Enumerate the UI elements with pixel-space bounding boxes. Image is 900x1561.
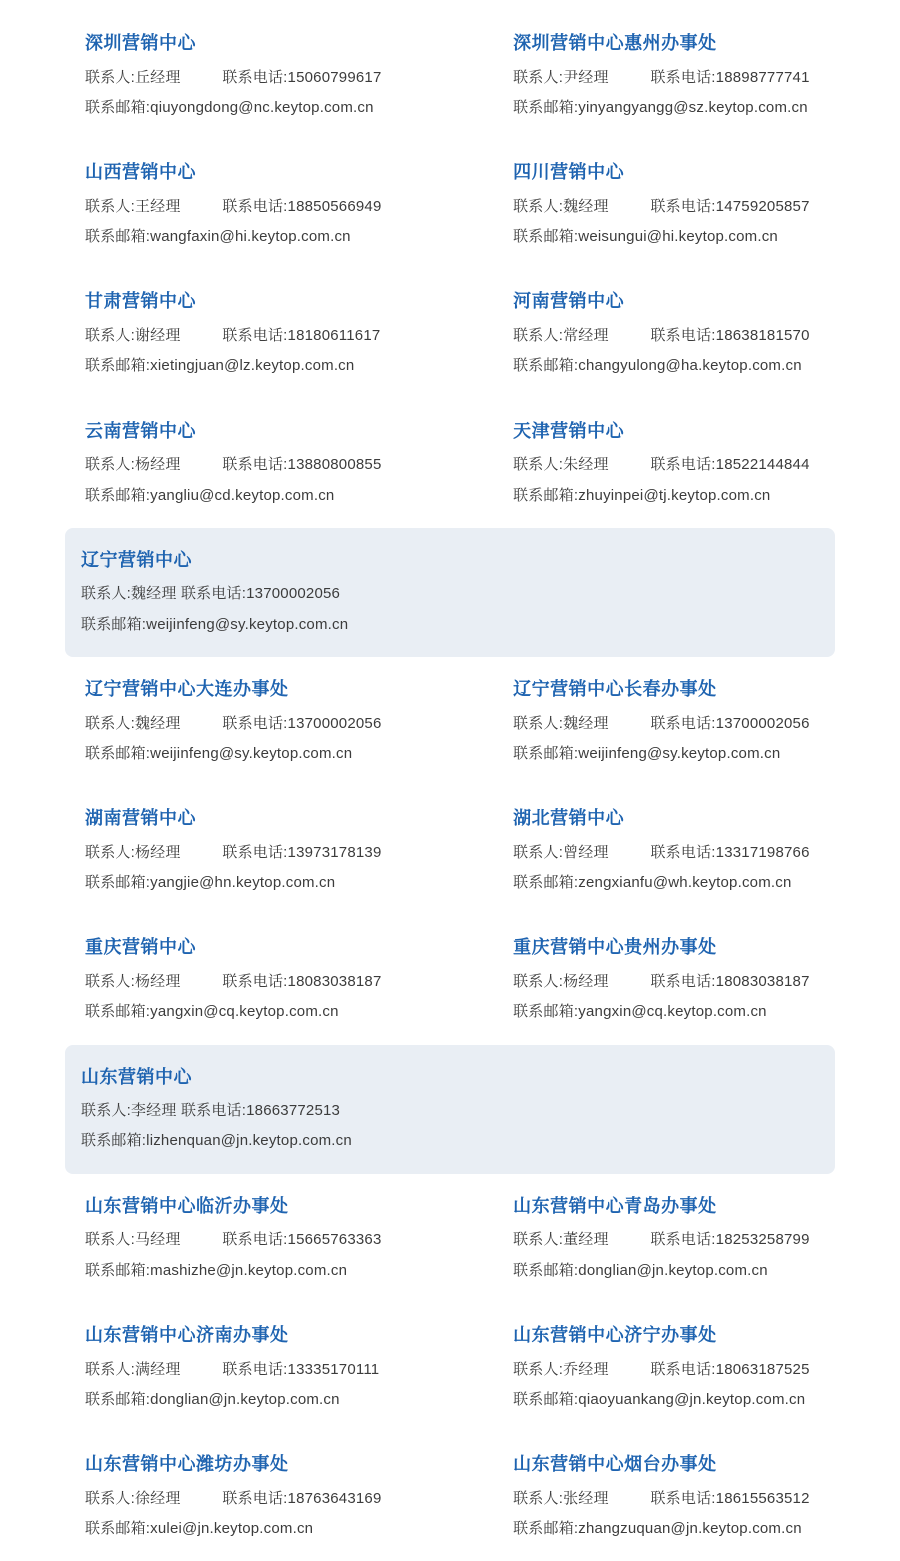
center-title: 湖南营销中心 [85, 808, 196, 829]
email-value: weijinfeng@sy.keytop.com.cn [578, 744, 781, 762]
email-line [81, 1132, 815, 1149]
email-line [85, 1003, 473, 1020]
email-label: 联系邮箱: [85, 874, 151, 892]
email-line [81, 616, 815, 633]
contact-row [65, 269, 835, 398]
email-line [513, 228, 815, 245]
contact-card-liaoning-changchun [493, 657, 835, 786]
person-value: 李经理 [130, 1102, 177, 1120]
person-label: 联系人: [81, 1102, 131, 1120]
contact-phone [650, 327, 809, 344]
contact-phone [222, 1361, 379, 1378]
email-value: yangxin@cq.keytop.com.cn [150, 1003, 339, 1021]
contact-line [513, 1490, 815, 1507]
email-line [85, 228, 473, 245]
contact-row [65, 786, 835, 915]
contact-person [513, 715, 646, 732]
contact-line [513, 198, 815, 215]
person-value: 杨经理 [563, 973, 609, 990]
email-label: 联系邮箱: [85, 1261, 151, 1279]
email-line [513, 745, 815, 762]
contact-person [513, 456, 646, 473]
email-line [513, 1003, 815, 1020]
contact-row [65, 1303, 835, 1432]
phone-value: 14759205857 [715, 197, 810, 215]
phone-label: 联系电话: [650, 714, 716, 732]
center-title: 山东营销中心济南办事处 [85, 1324, 289, 1345]
phone-value: 18180611617 [287, 327, 381, 345]
contact-phone [222, 198, 381, 215]
email-label: 联系邮箱: [85, 1520, 151, 1537]
contact-row [65, 11, 835, 140]
center-title: 山西营销中心 [85, 162, 196, 183]
person-label: 联系人: [85, 714, 135, 732]
person-label: 联系人: [85, 327, 135, 345]
contact-person [85, 198, 218, 215]
email-label: 联系邮箱: [85, 357, 151, 375]
email-value: xietingjuan@lz.keytop.com.cn [150, 357, 355, 375]
email-value: xulei@jn.keytop.com.cn [150, 1520, 314, 1537]
person-value: 曾经理 [563, 843, 609, 861]
contact-card-gansu [65, 269, 493, 398]
phone-label: 联系电话: [222, 327, 288, 345]
center-title: 辽宁营销中心长春办事处 [513, 678, 717, 699]
phone-value: 15060799617 [287, 68, 382, 86]
person-value: 尹经理 [563, 68, 609, 86]
person-label: 联系人: [513, 68, 564, 86]
person-label: 联系人: [85, 1231, 135, 1249]
phone-value: 13700002056 [246, 585, 341, 603]
email-value: zhangzuquan@jn.keytop.com.cn [578, 1520, 802, 1537]
contact-line [85, 456, 473, 473]
contact-line [85, 1490, 473, 1507]
email-value: wangfaxin@hi.keytop.com.cn [150, 228, 351, 246]
contact-card-shanxi [65, 140, 493, 269]
phone-value: 18638181570 [715, 327, 810, 345]
email-value: weisungui@hi.keytop.com.cn [578, 228, 778, 246]
center-title: 山东营销中心青岛办事处 [513, 1195, 717, 1216]
phone-label: 联系电话: [222, 1360, 288, 1378]
person-label: 联系人: [85, 973, 135, 990]
center-title: 山东营销中心济宁办事处 [513, 1324, 717, 1345]
email-line [513, 1520, 815, 1537]
center-title: 甘肃营销中心 [85, 291, 196, 312]
contact-row [65, 528, 835, 657]
contact-line [85, 69, 473, 86]
phone-label: 联系电话: [650, 843, 716, 861]
contact-person [85, 1231, 218, 1248]
contact-card-sichuan [493, 140, 835, 269]
person-value: 常经理 [563, 327, 609, 345]
contact-card-shandong-qingdao [493, 1174, 835, 1303]
contact-card-hubei [493, 786, 835, 915]
contact-line [85, 327, 473, 344]
contact-phone [222, 844, 381, 861]
phone-label: 联系电话: [222, 456, 288, 474]
email-line [85, 99, 473, 116]
contact-line [85, 1361, 473, 1378]
email-value: qiaoyuankang@jn.keytop.com.cn [578, 1390, 806, 1408]
contact-person [85, 844, 218, 861]
contact-phone [222, 456, 381, 473]
email-label: 联系邮箱: [513, 744, 579, 762]
person-value: 满经理 [134, 1360, 181, 1378]
contact-card-shandong-jinan [65, 1303, 493, 1432]
person-label: 联系人: [81, 585, 131, 603]
email-value: yangjie@hn.keytop.com.cn [150, 874, 336, 892]
email-value: donglian@jn.keytop.com.cn [150, 1390, 340, 1408]
email-value: zhuyinpei@tj.keytop.com.cn [578, 486, 771, 504]
person-value: 乔经理 [563, 1360, 609, 1378]
contact-card-shenzhen-huizhou [493, 11, 835, 140]
contact-phone [650, 973, 809, 990]
phone-label: 联系电话: [650, 456, 716, 474]
email-label: 联系邮箱: [85, 486, 151, 504]
person-value: 丘经理 [134, 68, 181, 86]
contact-phone [650, 69, 809, 86]
phone-value: 18083038187 [287, 973, 382, 990]
phone-label: 联系电话: [222, 843, 288, 861]
contact-phone [222, 715, 381, 732]
contact-line [513, 715, 815, 732]
person-label: 联系人: [85, 197, 135, 215]
person-value: 王经理 [134, 197, 181, 215]
person-value: 谢经理 [134, 327, 181, 345]
center-title: 重庆营销中心 [85, 937, 196, 958]
contact-phone [650, 198, 809, 215]
center-title: 云南营销中心 [85, 420, 196, 441]
contact-person [85, 456, 218, 473]
contact-row [65, 1045, 835, 1174]
email-value: qiuyongdong@nc.keytop.com.cn [150, 98, 374, 116]
contact-card-chongqing [65, 915, 493, 1044]
email-label: 联系邮箱: [513, 1003, 579, 1021]
email-line [85, 487, 473, 504]
person-label: 联系人: [85, 456, 135, 474]
contact-line [513, 1231, 815, 1248]
contact-person [81, 1102, 177, 1119]
phone-label: 联系电话: [222, 68, 288, 86]
person-label: 联系人: [513, 456, 564, 474]
person-value: 魏经理 [563, 197, 609, 215]
contact-line [81, 585, 815, 602]
phone-label: 联系电话: [650, 1360, 716, 1378]
center-title: 深圳营销中心 [85, 33, 196, 53]
email-label: 联系邮箱: [513, 1390, 579, 1408]
contact-person [513, 327, 646, 344]
person-value: 朱经理 [563, 456, 609, 474]
email-value: zengxianfu@wh.keytop.com.cn [578, 874, 792, 892]
email-label: 联系邮箱: [513, 486, 579, 504]
contact-line [513, 1361, 815, 1378]
email-value: weijinfeng@sy.keytop.com.cn [150, 744, 353, 762]
email-value: changyulong@ha.keytop.com.cn [578, 357, 802, 375]
center-title: 深圳营销中心惠州办事处 [513, 33, 717, 53]
contact-phone [222, 69, 381, 86]
phone-value: 13700002056 [715, 714, 810, 732]
contact-person [85, 327, 218, 344]
email-value: yinyangyangg@sz.keytop.com.cn [578, 98, 808, 116]
contact-row [65, 1432, 835, 1561]
email-label: 联系邮箱: [513, 228, 579, 246]
email-line [85, 1262, 473, 1279]
center-title: 山东营销中心临沂办事处 [85, 1195, 289, 1216]
phone-value: 13880800855 [287, 456, 382, 474]
phone-value: 13700002056 [287, 714, 382, 732]
person-label: 联系人: [513, 973, 564, 990]
person-label: 联系人: [513, 1489, 564, 1507]
person-label: 联系人: [513, 327, 564, 345]
contact-phone [222, 1231, 381, 1248]
email-value: donglian@jn.keytop.com.cn [578, 1261, 768, 1279]
phone-label: 联系电话: [222, 1489, 288, 1507]
person-value: 董经理 [563, 1231, 609, 1249]
email-line [513, 1262, 815, 1279]
phone-value: 18763643169 [287, 1489, 382, 1507]
person-label: 联系人: [513, 843, 564, 861]
phone-label: 联系电话: [650, 1489, 716, 1507]
phone-label: 联系电话: [180, 1102, 247, 1120]
contact-card-tianjin [493, 399, 835, 528]
email-label: 联系邮箱: [85, 1390, 151, 1408]
contact-person [85, 1490, 218, 1507]
center-title: 天津营销中心 [513, 420, 625, 441]
contact-phone [222, 973, 381, 990]
phone-label: 联系电话: [222, 1231, 288, 1249]
contact-phone [650, 1361, 809, 1378]
contact-phone [222, 327, 380, 344]
phone-label: 联系电话: [222, 973, 288, 990]
contact-card-shandong-linyi [65, 1174, 493, 1303]
email-line [513, 874, 815, 891]
contact-row [65, 657, 835, 786]
email-label: 联系邮箱: [513, 1520, 579, 1537]
contact-line [85, 973, 473, 990]
person-value: 杨经理 [134, 456, 181, 474]
email-value: lizhenquan@jn.keytop.com.cn [146, 1132, 352, 1150]
email-label: 联系邮箱: [513, 357, 579, 375]
contact-card-shandong-highlighted [65, 1045, 835, 1174]
contact-card-liaoning-dalian [65, 657, 493, 786]
contact-person [513, 1361, 646, 1378]
contact-person [85, 69, 218, 86]
center-title: 四川营销中心 [513, 162, 625, 183]
phone-label: 联系电话: [650, 1231, 716, 1249]
contact-line [513, 973, 815, 990]
contact-line [81, 1102, 815, 1119]
phone-value: 15665763363 [287, 1231, 382, 1249]
person-value: 魏经理 [130, 585, 177, 603]
contact-person [85, 715, 218, 732]
phone-value: 18063187525 [715, 1360, 810, 1378]
phone-value: 18663772513 [246, 1102, 341, 1120]
person-label: 联系人: [513, 197, 564, 215]
contact-line [513, 844, 815, 861]
contact-line [513, 327, 815, 344]
person-label: 联系人: [513, 1360, 564, 1378]
phone-value: 18253258799 [715, 1231, 810, 1249]
phone-value: 13317198766 [715, 843, 810, 861]
email-label: 联系邮箱: [513, 1261, 579, 1279]
person-value: 魏经理 [134, 714, 181, 732]
contact-card-chongqing-guizhou [493, 915, 835, 1044]
person-value: 杨经理 [134, 843, 181, 861]
center-title: 辽宁营销中心 [81, 549, 192, 570]
contact-line [85, 844, 473, 861]
phone-label: 联系电话: [650, 973, 716, 990]
email-line [85, 874, 473, 891]
email-line [85, 1391, 473, 1408]
email-label: 联系邮箱: [85, 98, 151, 116]
phone-value: 18898777741 [715, 68, 810, 86]
person-value: 马经理 [134, 1231, 181, 1249]
email-label: 联系邮箱: [81, 615, 147, 633]
contact-phone [650, 1490, 809, 1507]
phone-value: 18522144844 [715, 456, 810, 474]
email-label: 联系邮箱: [85, 228, 151, 246]
person-value: 徐经理 [134, 1489, 181, 1507]
contact-row [65, 915, 835, 1044]
email-line [85, 745, 473, 762]
contact-card-yunnan [65, 399, 493, 528]
email-line [513, 357, 815, 374]
email-label: 联系邮箱: [85, 1003, 151, 1021]
contact-phone [650, 1231, 809, 1248]
contact-line [85, 1231, 473, 1248]
email-line [513, 99, 815, 116]
contact-card-henan [493, 269, 835, 398]
contact-card-shandong-yantai [493, 1432, 835, 1561]
email-line [85, 1520, 473, 1537]
email-label: 联系邮箱: [513, 874, 579, 892]
center-title: 湖北营销中心 [513, 808, 625, 829]
contact-person [513, 1490, 646, 1507]
email-value: weijinfeng@sy.keytop.com.cn [146, 615, 349, 633]
email-value: yangxin@cq.keytop.com.cn [578, 1003, 767, 1021]
contact-person [85, 1361, 218, 1378]
center-title: 山东营销中心 [81, 1066, 192, 1087]
phone-value: 18850566949 [287, 197, 382, 215]
person-label: 联系人: [85, 1360, 135, 1378]
contact-person [513, 844, 646, 861]
contact-row [65, 140, 835, 269]
email-line [85, 357, 473, 374]
contact-person [513, 198, 646, 215]
phone-value: 18083038187 [715, 973, 810, 990]
contact-card-liaoning-highlighted [65, 528, 835, 657]
person-label: 联系人: [85, 843, 135, 861]
email-label: 联系邮箱: [85, 744, 151, 762]
phone-label: 联系电话: [180, 585, 247, 603]
contact-card-shandong-weifang [65, 1432, 493, 1561]
center-title: 山东营销中心烟台办事处 [513, 1454, 717, 1475]
contact-person [85, 973, 218, 990]
contact-row [65, 399, 835, 528]
contact-phone [650, 844, 809, 861]
contact-person [513, 69, 646, 86]
contact-person [513, 1231, 646, 1248]
person-value: 魏经理 [563, 714, 609, 732]
phone-label: 联系电话: [650, 327, 716, 345]
phone-label: 联系电话: [650, 68, 716, 86]
contact-card-shenzhen [65, 11, 493, 140]
email-value: mashizhe@jn.keytop.com.cn [150, 1261, 348, 1279]
contact-line [85, 198, 473, 215]
person-value: 张经理 [563, 1489, 609, 1507]
phone-label: 联系电话: [222, 714, 288, 732]
contact-phone [650, 715, 809, 732]
center-title: 重庆营销中心贵州办事处 [513, 937, 717, 958]
contact-phone [650, 456, 809, 473]
contact-card-shandong-jining [493, 1303, 835, 1432]
center-title: 河南营销中心 [513, 291, 625, 312]
email-value: yangliu@cd.keytop.com.cn [150, 486, 335, 504]
phone-value: 18615563512 [715, 1489, 810, 1507]
person-value: 杨经理 [134, 973, 181, 990]
person-label: 联系人: [85, 68, 135, 86]
contact-phone [222, 1490, 381, 1507]
contact-line [513, 69, 815, 86]
person-label: 联系人: [85, 1489, 135, 1507]
center-title: 辽宁营销中心大连办事处 [85, 678, 289, 699]
email-line [513, 1391, 815, 1408]
phone-label: 联系电话: [650, 197, 716, 215]
person-label: 联系人: [513, 1231, 564, 1249]
contact-line [513, 456, 815, 473]
contact-row [65, 1174, 835, 1303]
email-label: 联系邮箱: [513, 98, 579, 116]
contact-person [81, 585, 177, 602]
contact-person [513, 973, 646, 990]
contact-line [85, 715, 473, 732]
email-label: 联系邮箱: [81, 1132, 147, 1150]
phone-label: 联系电话: [222, 197, 288, 215]
contact-card-hunan [65, 786, 493, 915]
phone-value: 13973178139 [287, 843, 382, 861]
contact-phone [181, 585, 340, 602]
center-title: 山东营销中心潍坊办事处 [85, 1454, 289, 1475]
phone-value: 13335170111 [287, 1360, 380, 1378]
person-label: 联系人: [513, 714, 564, 732]
contact-phone [181, 1102, 340, 1119]
email-line [513, 487, 815, 504]
